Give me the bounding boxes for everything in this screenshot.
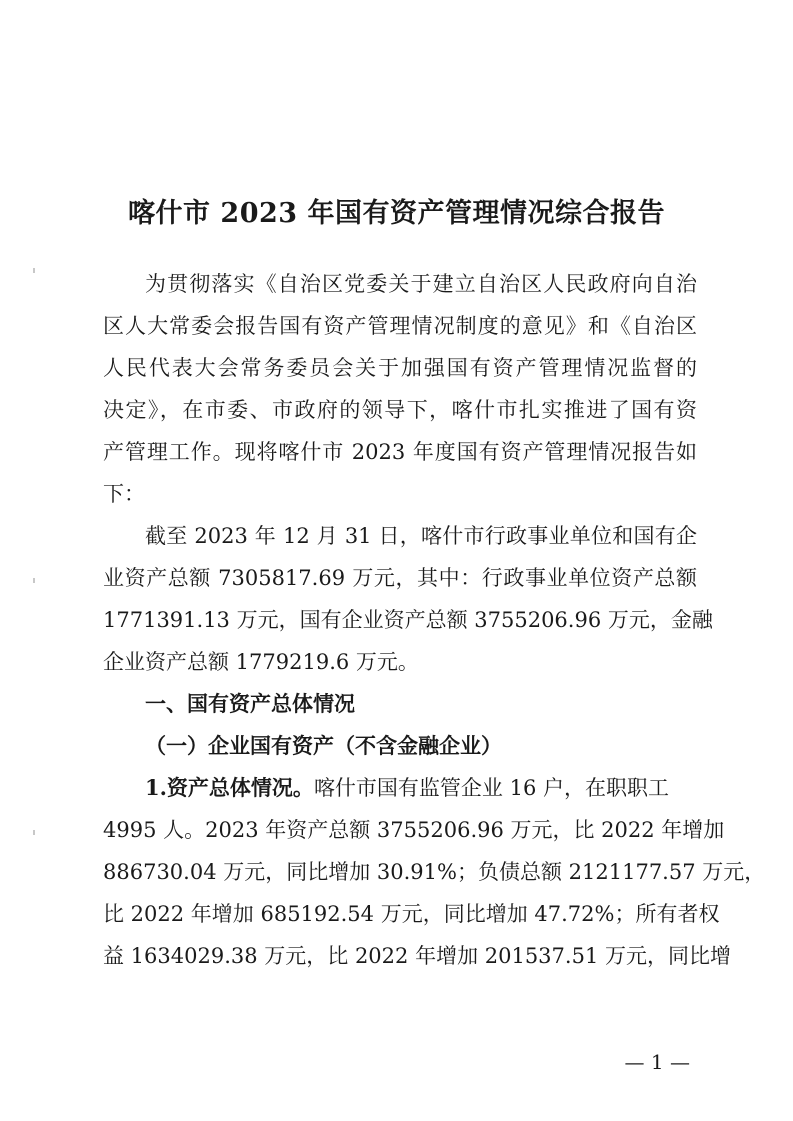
summary-line: 企业资产总额 1779219.6 万元。 bbox=[103, 650, 419, 674]
scan-margin-mark bbox=[33, 268, 35, 273]
intro-line: 决定》，在市委、市政府的领导下，喀什市扎实推进了国有资 bbox=[103, 398, 697, 422]
summary-line: 业资产总额 7305817.69 万元，其中：行政事业单位资产总额 bbox=[103, 566, 697, 590]
assets-first-line bbox=[145, 767, 697, 809]
summary-line: 1771391.13 万元，国有企业资产总额 3755206.96 万元，金融 bbox=[103, 608, 713, 632]
subsection-heading: （一）企业国有资产（不含金融企业） bbox=[145, 733, 502, 758]
intro-line: 区人大常委会报告国有资产管理情况制度的意见》和《自治区 bbox=[103, 314, 697, 338]
intro-line: 为贯彻落实《自治区党委关于建立自治区人民政府向自治 bbox=[145, 272, 697, 296]
assets-line: 4995 人。2023 年资产总额 3755206.96 万元，比 2022 年增加 bbox=[103, 818, 725, 842]
summary-line: 截至 2023 年 12 月 31 日，喀什市行政事业单位和国有企 bbox=[145, 524, 697, 548]
scan-margin-mark bbox=[33, 578, 35, 583]
assets-line: 益 1634029.38 万元，比 2022 年增加 201537.51 万元，同比增 bbox=[103, 944, 731, 968]
assets-line: 886730.04 万元，同比增加 30.91%；负债总额 2121177.57 万元， bbox=[103, 860, 766, 884]
assets-lead: 1.资产总体情况。 bbox=[145, 775, 314, 800]
document-title: 喀什市 2023 年国有资产管理情况综合报告 bbox=[128, 198, 665, 229]
assets-line-text: 喀什市国有监管企业 16 户，在职职工 bbox=[313, 776, 670, 800]
intro-line: 下： bbox=[103, 482, 145, 506]
intro-line: 产管理工作。现将喀什市 2023 年度国有资产管理情况报告如 bbox=[103, 440, 697, 464]
page-number: — 1 — bbox=[624, 1050, 690, 1074]
scan-margin-mark bbox=[33, 830, 35, 835]
assets-line: 比 2022 年增加 685192.54 万元，同比增加 47.72%；所有者权 bbox=[103, 902, 720, 926]
section-heading: 一、国有资产总体情况 bbox=[145, 692, 355, 716]
intro-line: 人民代表大会常务委员会关于加强国有资产管理情况监督的 bbox=[103, 356, 697, 380]
